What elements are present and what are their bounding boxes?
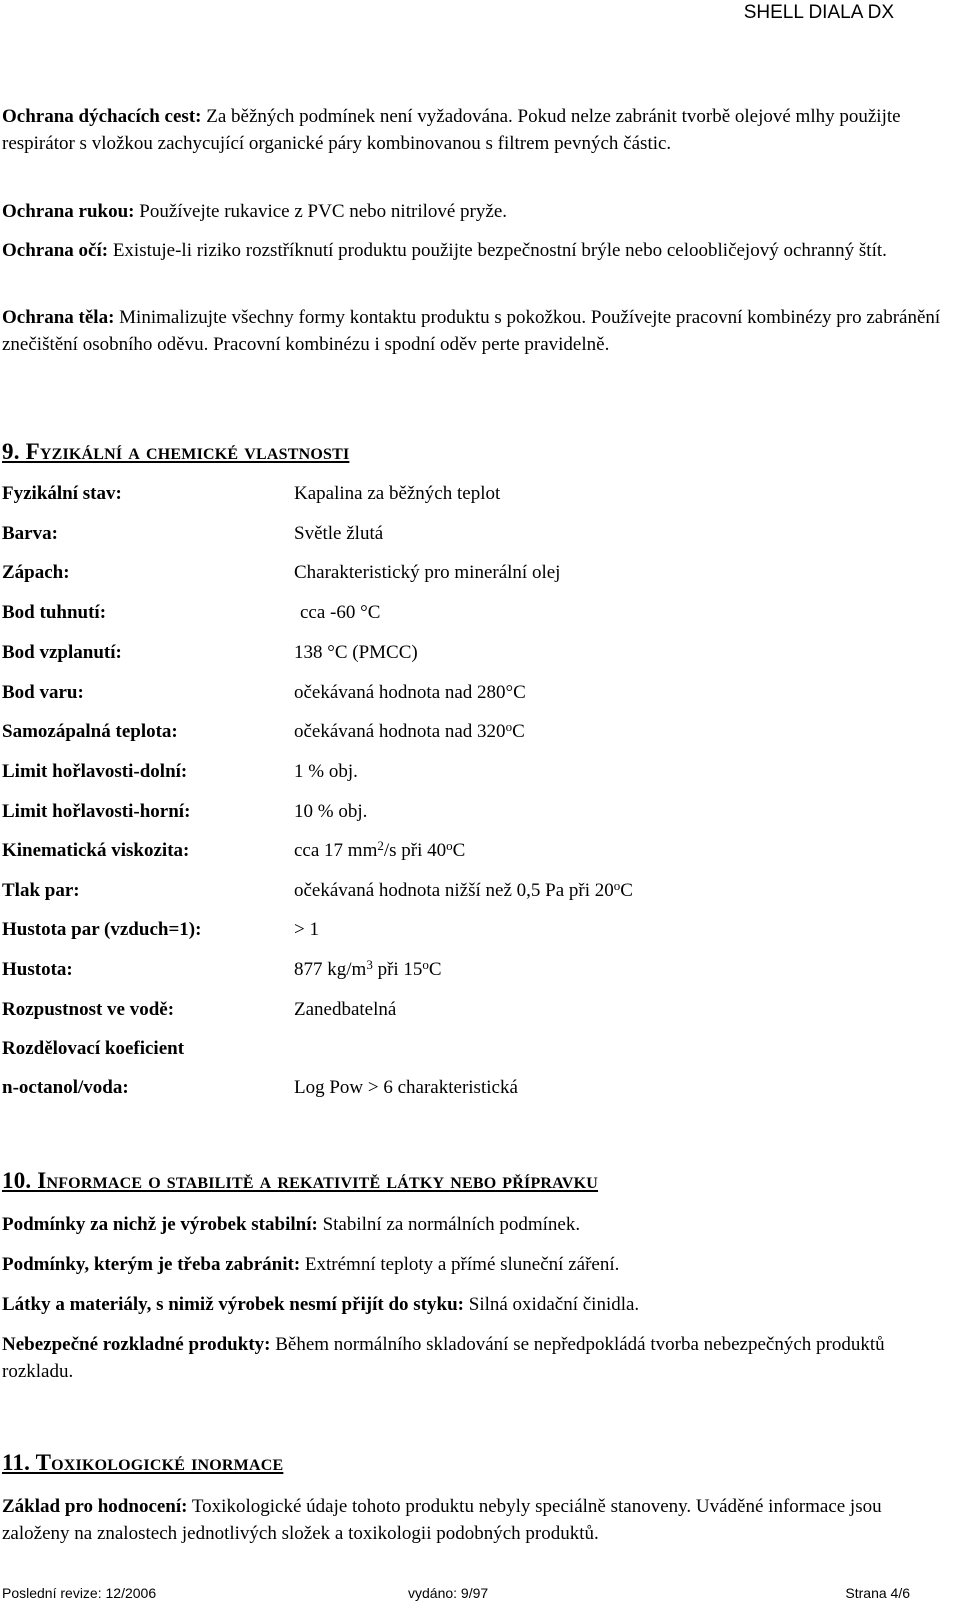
property-value: 1 % obj. (294, 761, 358, 782)
conditions-to-avoid: Podmínky, kterým je třeba zabránit: Extrémní teploty a přímé sluneční záření. (2, 1254, 620, 1275)
property-label: Limit hořlavosti-dolní: (2, 761, 188, 782)
property-value: 10 % obj. (294, 801, 368, 822)
property-label: Zápach: (2, 562, 70, 583)
property-label: Limit hořlavosti-horní: (2, 801, 191, 822)
property-label: n-octanol/voda: (2, 1077, 129, 1098)
property-label: Bod varu: (2, 682, 84, 703)
footer-page-number: Strana 4/6 (845, 1585, 910, 1601)
incompatible-materials: Látky a materiály, s nimiž výrobek nesmí přijít do styku: Silná oxidační činidla. (2, 1294, 640, 1315)
property-value: > 1 (294, 919, 319, 940)
property-label: Hustota par (vzduch=1): (2, 919, 202, 940)
property-label: Bod vzplanutí: (2, 642, 122, 663)
section-10-title: 10. Informace o stabilitě a rekativitě látky nebo přípravku (2, 1168, 599, 1193)
property-value: 138 °C (PMCC) (294, 642, 418, 663)
property-value: očekávaná hodnota nad 280°C (294, 682, 526, 703)
eye-protection: Ochrana očí: Existuje-li riziko rozstříknutí produktu použijte bezpečnostní brýle nebo celoobličejový ochranný štít. (2, 240, 887, 261)
section-9-title: 9. Fyzikální a chemické vlastnosti (2, 439, 350, 464)
property-value: cca 17 $mm^2/s$ při 40$^o$C (294, 838, 466, 861)
property-value: Světle žlutá (294, 523, 384, 544)
property-label: Samozápalná teplota: (2, 721, 178, 742)
hazardous-decomposition: Nebezpečné rozkladné produkty: Během normálního skladování se nepředpokládá tvorba nebezpečných produktů rozkladu. (2, 1334, 885, 1382)
property-label: Kinematická viskozita: (2, 840, 190, 861)
footer-issued: vydáno: 9/97 (408, 1585, 489, 1601)
property-label: Barva: (2, 523, 58, 544)
document-header: SHELL DIALA DX (743, 2, 894, 23)
property-value: Charakteristický pro minerální olej (294, 562, 561, 583)
property-value: očekávaná hodnota nad 320$^o$C (294, 719, 525, 742)
property-label: Bod tuhnutí: (2, 602, 107, 623)
property-label: Tlak par: (2, 880, 80, 901)
property-value: 877 $kg/m^3$ při 15$^o$C (294, 957, 442, 980)
property-label: Rozpustnost ve vodě: (2, 999, 175, 1020)
property-label: Fyzikální stav: (2, 483, 122, 504)
stability-conditions: Podmínky za nichž je výrobek stabilní: Stabilní za normálních podmínek. (2, 1214, 581, 1235)
hand-protection: Ochrana rukou: Používejte rukavice z PVC nebo nitrilové pryže. (2, 201, 508, 222)
property-label: Rozdělovací koeficient (2, 1038, 185, 1059)
property-value: cca -60 °C (300, 602, 381, 623)
respiratory-protection: Ochrana dýchacích cest: Za běžných podmínek není vyžadována. Pokud nelze zabránit tvorbě olejové mlhy použijte respirátor s vložkou zachycující organické páry kombinovanou s filtrem pevných částic. (2, 106, 901, 154)
property-value: Kapalina za běžných teplot (294, 483, 501, 504)
section-11-title: 11. Toxikologické inormace (2, 1450, 284, 1475)
body-protection: Ochrana těla: Minimalizujte všechny formy kontaktu produktu s pokožkou. Používejte pracovní kombinézy pro zabránění znečištění osobního oděvu. Pracovní kombinézu i spodní oděv perte pravidelně. (2, 307, 941, 355)
toxicology-basis: Základ pro hodnocení: Toxikologické údaje tohoto produktu nebyly speciálně stanoveny. Uváděné informace jsou založeny na znalostech jednotlivých složek a toxikologii podobných produktů. (2, 1496, 882, 1544)
property-value: očekávaná hodnota nižší než 0,5 Pa při 20$^o$C (294, 878, 633, 901)
property-label: Hustota: (2, 959, 73, 980)
footer-revision: Poslední revize: 12/2006 (2, 1585, 157, 1601)
property-value: Log Pow > 6 charakteristická (294, 1077, 518, 1098)
property-value: Zanedbatelná (294, 999, 397, 1020)
